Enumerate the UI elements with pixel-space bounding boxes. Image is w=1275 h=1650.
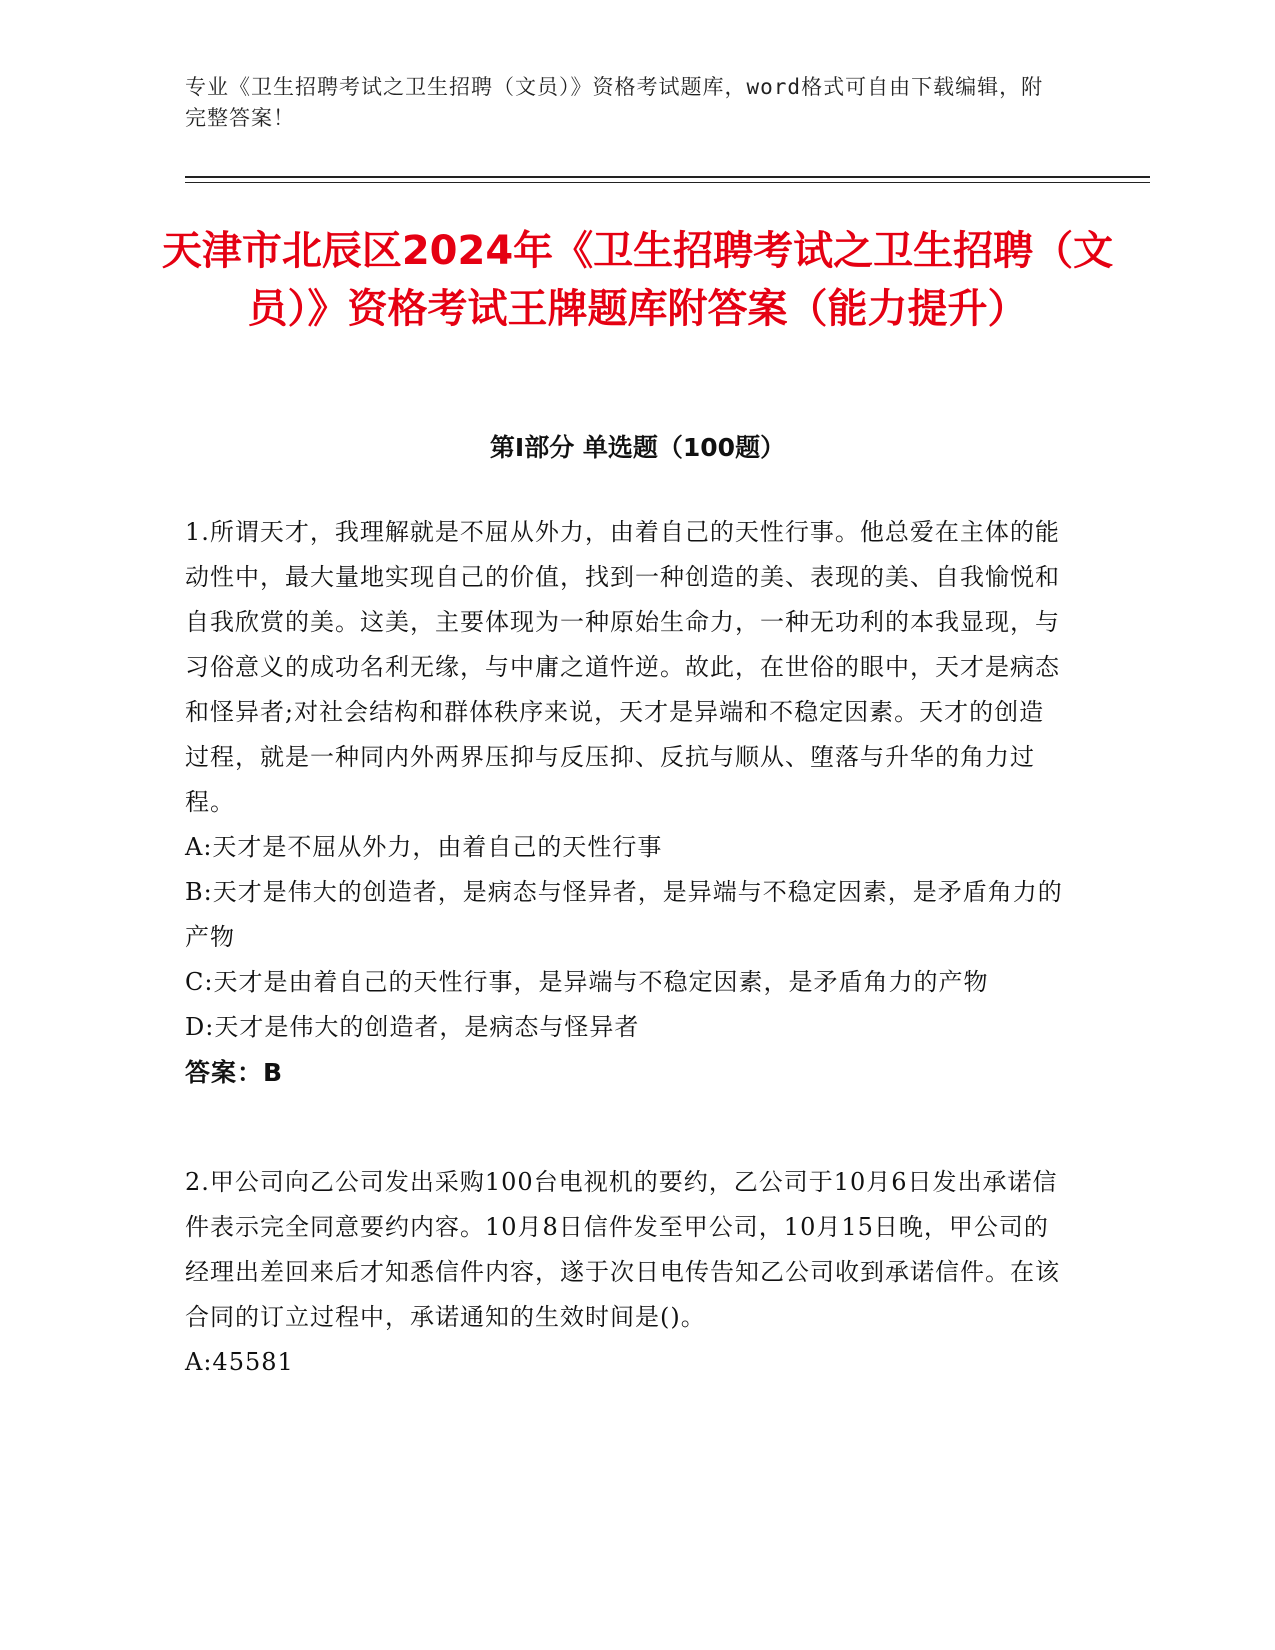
question-1 [185, 510, 1065, 1095]
answer-label: 答案：B [185, 1058, 284, 1087]
question-2 [185, 1160, 1065, 1385]
question-stem: 2.甲公司向乙公司发出采购100台电视机的要约，乙公司于10月6日发出承诺信件表示完全同意要约内容。10月8日信件发至甲公司，10月15日晚，甲公司的经理出差回来后才知悉信件内容，遂于次日电传告知乙公司收到承诺信件。在该合同的订立过程中，承诺通知的生效时间是()。 [185, 1168, 1060, 1331]
section-title: 第Ⅰ部分 单选题（100题） [489, 433, 786, 462]
header-note: 专业《卫生招聘考试之卫生招聘（文员）》资格考试题库，word格式可自由下载编辑，附完整答案！ [185, 75, 1044, 130]
header-divider-thin [185, 182, 1150, 183]
option-b: B:天才是伟大的创造者，是病态与怪异者，是异端与不稳定因素，是矛盾角力的产物 [185, 878, 1063, 951]
option-a: A:45581 [185, 1348, 294, 1376]
question-stem: 1.所谓天才，我理解就是不屈从外力，由着自己的天性行事。他总爱在主体的能动性中，最大量地实现自己的价值，找到一种创造的美、表现的美、自我愉悦和自我欣赏的美。这美，主要体现为一种原始生命力，一种无功利的本我显现，与习俗意义的成功名利无缘，与中庸之道忤逆。故此，在世俗的眼中，天才是病态和怪异者;对社会结构和群体秩序来说，天才是异端和不稳定因素。天才的创造过程，就是一种同内外两界压抑与反压抑、反抗与顺从、堕落与升华的角力过程。 [185, 518, 1060, 816]
option-a: A:天才是不屈从外力，由着自己的天性行事 [185, 833, 663, 861]
option-d: D:天才是伟大的创造者，是病态与怪异者 [185, 1013, 640, 1041]
option-c: C:天才是由着自己的天性行事，是异端与不稳定因素，是矛盾角力的产物 [185, 968, 989, 996]
document-title: 天津市北辰区2024年《卫生招聘考试之卫生招聘（文员）》资格考试王牌题库附答案（能力提升） [161, 228, 1114, 332]
header-divider-thick [185, 176, 1150, 178]
